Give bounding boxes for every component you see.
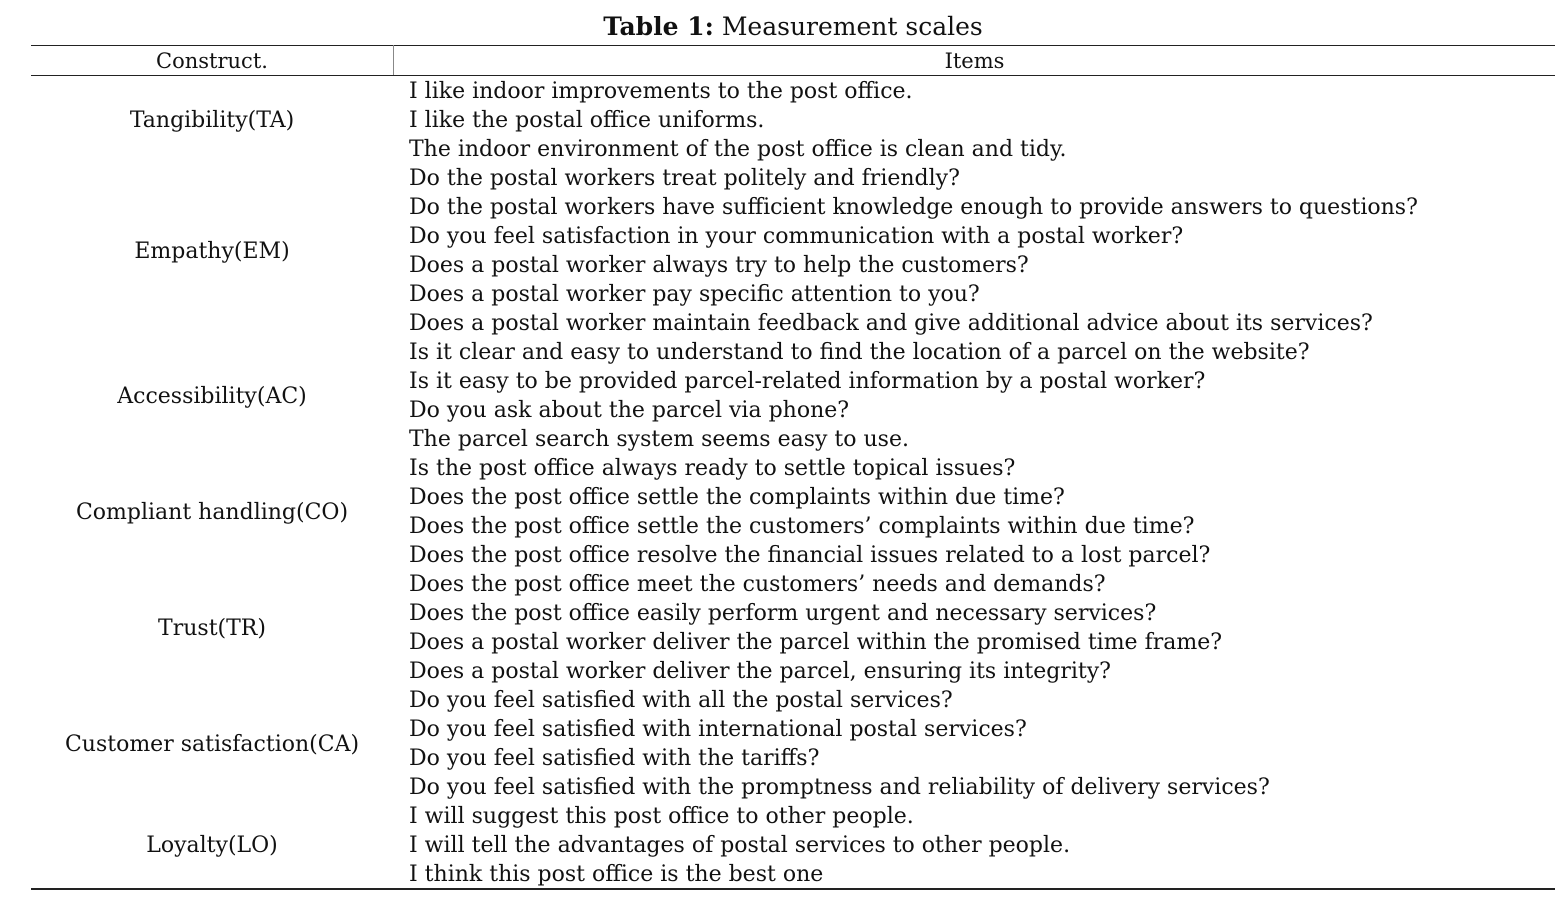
item-text: I will suggest this post office to other people. bbox=[409, 804, 914, 829]
item-text: Do you feel satisfied with the tariffs? bbox=[409, 746, 820, 771]
item-text: Do you feel satisfied with international postal services? bbox=[409, 717, 1027, 742]
item-text: The indoor environment of the post office is clean and tidy. bbox=[409, 137, 1067, 162]
table-caption bbox=[0, 10, 1568, 44]
item-text: Do you feel satisfied with all the postal services? bbox=[409, 688, 953, 713]
table-caption-label: Table 1: bbox=[603, 12, 714, 41]
item-text: Does a postal worker deliver the parcel within the promised time frame? bbox=[409, 630, 1223, 655]
item-text: I like indoor improvements to the post office. bbox=[409, 79, 913, 104]
table-top-rule bbox=[31, 45, 1555, 46]
item-text: Does the post office resolve the financial issues related to a lost parcel? bbox=[409, 543, 1211, 568]
construct-cell: Trust(TR) bbox=[158, 615, 266, 641]
construct-cell: Loyalty(LO) bbox=[146, 833, 278, 858]
column-header-items: Items bbox=[944, 49, 1005, 73]
item-text: Do you feel satisfied with the promptness and reliability of delivery services? bbox=[409, 775, 1270, 800]
item-text: Do the postal workers treat politely and friendly? bbox=[409, 166, 960, 191]
table-bottom-rule bbox=[31, 888, 1555, 890]
item-text: Does the post office easily perform urgent and necessary services? bbox=[409, 601, 1157, 626]
table-row-group bbox=[31, 802, 1555, 889]
item-text: Does a postal worker always try to help the customers? bbox=[409, 253, 1029, 278]
item-text: Do the postal workers have sufficient knowledge enough to provide answers to questions? bbox=[409, 195, 1418, 220]
construct-cell: Empathy(EM) bbox=[134, 238, 290, 264]
item-text: I will tell the advantages of postal services to other people. bbox=[409, 833, 1071, 858]
table-row-group bbox=[31, 686, 1555, 802]
item-text: I think this post office is the best one bbox=[409, 862, 824, 887]
item-text: Is it clear and easy to understand to find the location of a parcel on the website? bbox=[409, 340, 1310, 365]
item-text: Does the post office settle the complaints within due time? bbox=[409, 485, 1065, 510]
table-row-group bbox=[31, 164, 1555, 338]
item-text: I like the postal office uniforms. bbox=[409, 108, 765, 133]
table-row-group bbox=[31, 77, 1555, 164]
items-cell bbox=[31, 570, 1555, 686]
items-cell bbox=[31, 338, 1555, 454]
construct-cell: Tangibility(TA) bbox=[129, 108, 295, 133]
items-cell bbox=[31, 454, 1555, 570]
item-text: Does a postal worker maintain feedback and give additional advice about its services? bbox=[409, 311, 1373, 336]
table-body bbox=[31, 77, 1555, 888]
items-cell bbox=[31, 686, 1555, 802]
item-text: Does the post office settle the customers’ complaints within due time? bbox=[409, 514, 1195, 539]
item-text: Do you ask about the parcel via phone? bbox=[409, 398, 850, 423]
table-header-rule bbox=[31, 75, 1555, 76]
column-header-construct: Construct. bbox=[156, 49, 268, 73]
item-text: Does a postal worker deliver the parcel, ensuring its integrity? bbox=[409, 659, 1111, 684]
item-text: Do you feel satisfaction in your communication with a postal worker? bbox=[409, 224, 1184, 249]
item-text: Does the post office meet the customers’ needs and demands? bbox=[409, 572, 1106, 597]
item-text: Does a postal worker pay specific attention to you? bbox=[409, 282, 980, 307]
item-text: Is the post office always ready to settle topical issues? bbox=[409, 456, 1016, 481]
item-text: The parcel search system seems easy to use. bbox=[409, 427, 909, 452]
items-cell bbox=[31, 802, 1555, 889]
item-text: Is it easy to be provided parcel-related information by a postal worker? bbox=[409, 369, 1206, 394]
table-row-group bbox=[31, 454, 1555, 570]
items-cell bbox=[31, 77, 1555, 164]
items-cell bbox=[31, 164, 1555, 338]
construct-cell: Compliant handling(CO) bbox=[75, 499, 349, 525]
construct-cell: Customer satisfaction(CA) bbox=[64, 731, 360, 757]
table-caption-text: Measurement scales bbox=[721, 12, 983, 41]
construct-cell: Accessibility(AC) bbox=[117, 383, 307, 409]
table-row-group bbox=[31, 338, 1555, 454]
table-row-group bbox=[31, 570, 1555, 686]
